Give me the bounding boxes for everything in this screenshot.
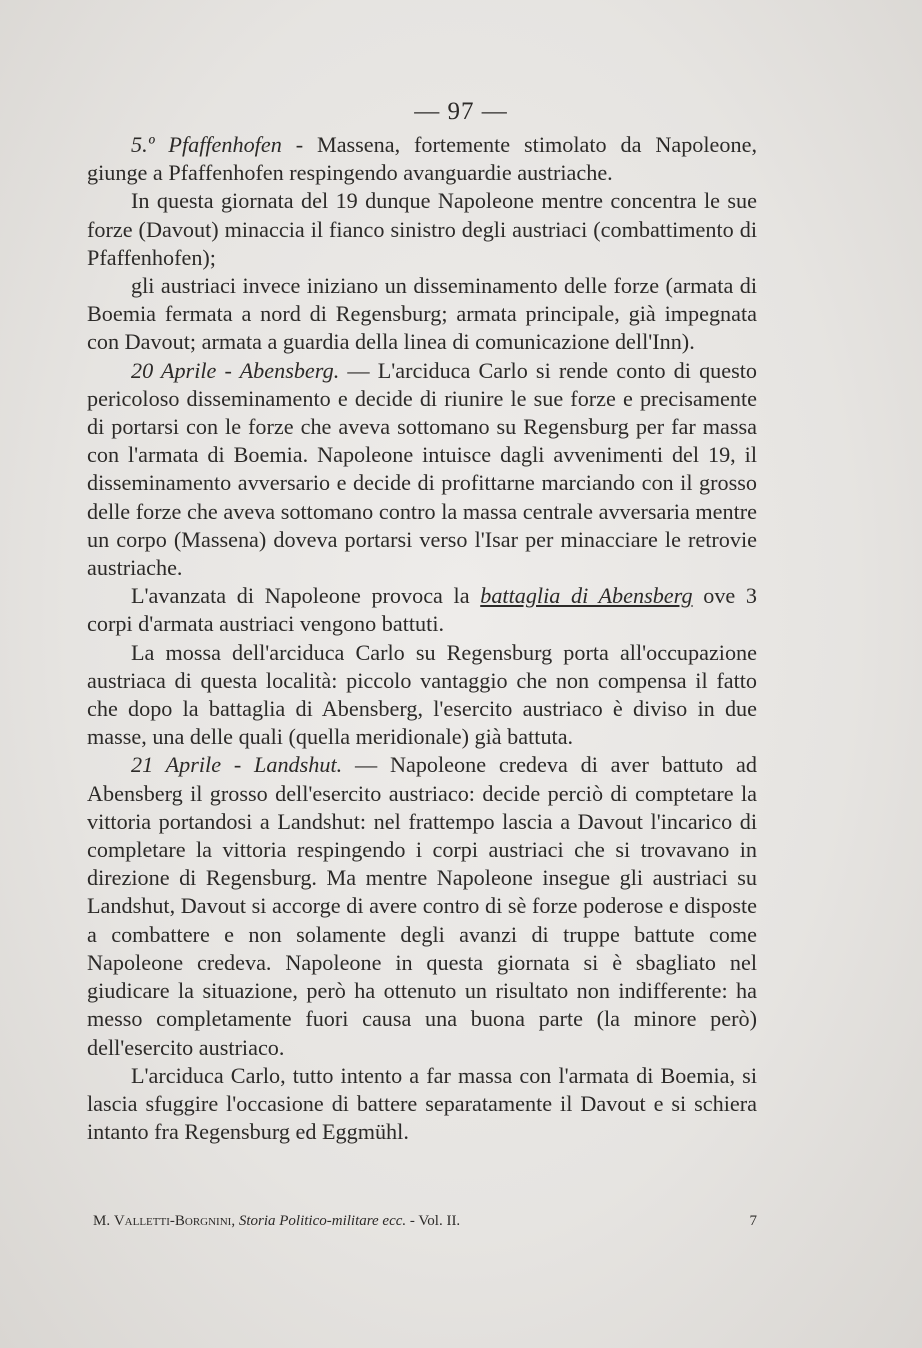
paragraph [87,582,757,638]
section-heading: 21 Aprile - Landshut. [131,752,343,778]
footer-volume: - Vol. II. [409,1213,461,1229]
emphasis-battle-name: battaglia di Abensberg [480,583,693,609]
paragraph [87,357,757,583]
footer-author: Valletti-Borgnini, [113,1213,236,1229]
section-heading: 20 Aprile - Abensberg. [131,357,340,383]
paragraph [87,1062,757,1147]
paragraph [87,272,757,357]
paragraph-text: In questa giornata del 19 dunque Napoleone mentre concentra le sue forze (Davout) minaccia il fianco sinistro degli austriaci (combattimento di Pfaffenhofen); [87,188,757,270]
footer-initial: M. [93,1213,111,1229]
paragraph [87,639,757,752]
paragraph-text: ove 3 corpi d'armata austriaci vengono battuti. [87,583,757,637]
footer-citation [87,1213,460,1230]
paragraph [87,751,757,1061]
paragraph-text: — Napoleone credeva di aver battuto ad Abensberg il grosso dell'esercito austriaco: decide perciò di comptetare la vittoria portandosi a Landshut: nel frattempo lascia a Davout l'incarico di completare la vittoria respingendo i corpi austriaci che si trovavano in direzione di Regensburg. Ma mentre Napoleone insegue gli austriaci su Landshut, Davout si accorge di avere contro di sè forze poderose e disposte a combattere e non solamente degli avanzi di truppe battute come Napoleone credeva. Napoleone in questa giornata si è sbagliato nel giudicare la situazione, però ha ottenuto un risultato non indifferente: ha messo completamente fuori causa una buona parte (la minore però) dell'esercito austriaco. [87,752,757,1060]
paragraph-text: gli austriaci invece iniziano un disseminamento delle forze (armata di Boemia fermata a nord di Regensburg; armata principale, già impegnata con Davout; armata a guardia della linea di comunicazione dell'Inn). [87,273,757,355]
footer-signature: 7 [749,1213,757,1229]
paragraph [87,131,757,187]
paragraph [87,187,757,272]
paragraph-text: L'avanzata di Napoleone provoca la [131,583,481,609]
paragraph-text: - Massena, fortemente stimolato da Napoleone, giunge a Pfaffenhofen respingendo avanguardie austriache. [87,132,757,186]
paragraph-text: L'arciduca Carlo, tutto intento a far massa con l'armata di Boemia, si lascia sfuggire l'occasione di battere separatamente il Davout e si schiera intanto fra Regensburg ed Eggmühl. [87,1062,757,1145]
footer-title: Storia Politico-militare ecc. [238,1213,407,1229]
body-text [87,131,757,1146]
page-number: — 97 — [414,98,508,125]
paragraph-text: La mossa dell'arciduca Carlo su Regensburg porta all'occupazione austriaca di questa località: piccolo vantaggio che non compensa il fatto che dopo la battaglia di Abensberg, l'esercito austriaco è diviso in due masse, una delle quali (quella meridionale) già battuta. [87,639,757,750]
page-footer [87,1213,757,1230]
paragraph-text: — L'arciduca Carlo si rende conto di questo pericoloso disseminamento e decide di riunire le sue forze e precisamente di portarsi con le forze che aveva sottomano su Regensburg per far massa con l'armata di Boemia. Napoleone intuisce dagli avvenimenti del 19, il disseminamento avversario e decide di profittarne marciando con il grosso delle forze che aveva sottomano contro la massa centrale avversaria mentre un corpo (Massena) doveva portarsi verso l'Isar per minacciare le retrovie austriache. [87,357,757,581]
section-heading: 5.º Pfaffenhofen [131,132,282,157]
